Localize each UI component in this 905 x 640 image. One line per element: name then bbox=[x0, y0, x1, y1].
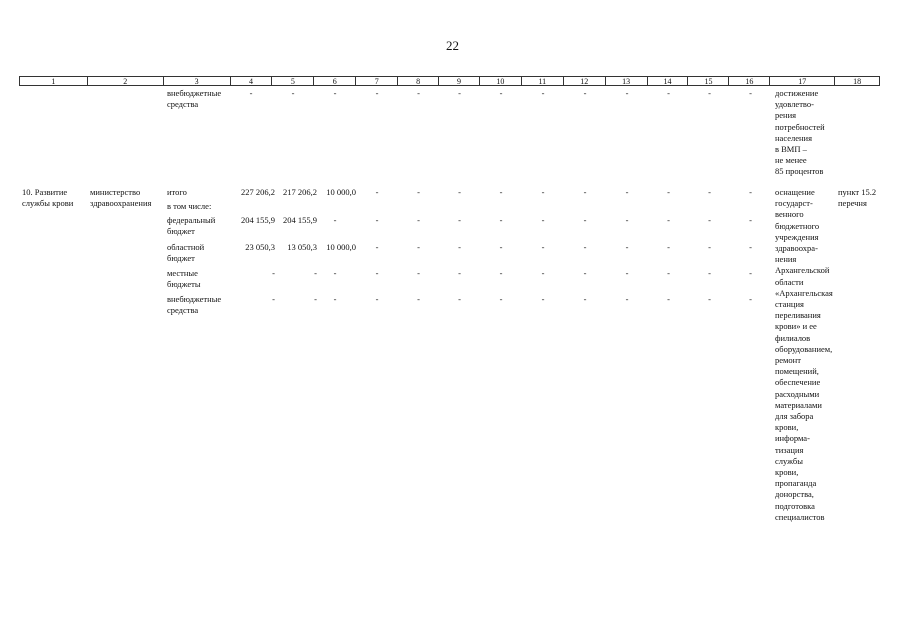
column-header-10: 10 bbox=[480, 77, 522, 85]
continuation-value-col4: - bbox=[249, 88, 253, 98]
row-5-col14: - bbox=[667, 294, 670, 304]
row-2-col12: - bbox=[583, 215, 587, 225]
row-2-col10: - bbox=[499, 215, 503, 225]
section-executor: министерство здравоохранения bbox=[90, 187, 152, 209]
row-5-col12: - bbox=[583, 294, 587, 304]
row-2-col6: - bbox=[333, 215, 337, 225]
row-2-col13: - bbox=[625, 215, 629, 225]
row-0-col4: 227 206,2 bbox=[241, 187, 275, 197]
row-4-col15: - bbox=[708, 268, 711, 278]
row-source-2: федеральный бюджет bbox=[167, 215, 216, 237]
continuation-value-col6: - bbox=[333, 88, 337, 98]
page-number: 22 bbox=[446, 38, 459, 53]
column-header-14: 14 bbox=[648, 77, 689, 85]
row-5-col15: - bbox=[708, 294, 711, 304]
continuation-value-col14: - bbox=[667, 88, 670, 98]
row-4-col4: - bbox=[272, 268, 275, 278]
column-header-11: 11 bbox=[522, 77, 564, 85]
continuation-value-col7: - bbox=[375, 88, 379, 98]
row-5-col10: - bbox=[499, 294, 503, 304]
row-3-col6: 10 000,0 bbox=[326, 242, 356, 252]
row-4-col12: - bbox=[583, 268, 587, 278]
row-0-col15: - bbox=[708, 187, 711, 197]
row-0-col16: - bbox=[749, 187, 752, 197]
row-4-col14: - bbox=[667, 268, 670, 278]
row-0-col10: - bbox=[499, 187, 503, 197]
continuation-value-col12: - bbox=[583, 88, 587, 98]
row-4-col11: - bbox=[541, 268, 545, 278]
continuation-value-col10: - bbox=[499, 88, 503, 98]
row-4-col16: - bbox=[749, 268, 752, 278]
row-2-col4: 204 155,9 bbox=[241, 215, 275, 225]
row-3-col14: - bbox=[667, 242, 670, 252]
column-header-9: 9 bbox=[439, 77, 480, 85]
row-0-col7: - bbox=[375, 187, 379, 197]
column-header-1: 1 bbox=[20, 77, 88, 85]
column-header-8: 8 bbox=[398, 77, 439, 85]
row-2-col7: - bbox=[375, 215, 379, 225]
row-2-col9: - bbox=[458, 215, 461, 225]
row-5-col7: - bbox=[375, 294, 379, 304]
row-2-col5: 204 155,9 bbox=[283, 215, 317, 225]
row-5-col16: - bbox=[749, 294, 752, 304]
row-3-col5: 13 050,3 bbox=[287, 242, 317, 252]
row-2-col14: - bbox=[667, 215, 670, 225]
continuation-value-col15: - bbox=[708, 88, 711, 98]
row-5-col8: - bbox=[417, 294, 420, 304]
section-result: оснащение государст- венного бюджетного учреждения здравоохра- нения Архангельской области «Архангельская станция переливания крови» и ее филиалов оборудованием, ремонт помещений, обеспечение расходными материалами для забора крови, информа- тизация службы крови, пропаганда донорства, подготовка специалистов bbox=[775, 187, 833, 522]
row-0-col12: - bbox=[583, 187, 587, 197]
row-4-col9: - bbox=[458, 268, 461, 278]
column-header-7: 7 bbox=[356, 77, 398, 85]
row-3-col16: - bbox=[749, 242, 752, 252]
section-name: 10. Развитие службы крови bbox=[22, 187, 74, 209]
row-3-col10: - bbox=[499, 242, 503, 252]
row-2-col8: - bbox=[417, 215, 420, 225]
row-3-col8: - bbox=[417, 242, 420, 252]
row-3-col15: - bbox=[708, 242, 711, 252]
row-3-col11: - bbox=[541, 242, 545, 252]
column-header-2: 2 bbox=[88, 77, 164, 85]
column-header-6: 6 bbox=[314, 77, 356, 85]
continuation-source: внебюджетные средства bbox=[167, 88, 222, 110]
column-header-13: 13 bbox=[606, 77, 648, 85]
row-source-1: в том числе: bbox=[167, 201, 212, 211]
column-header-17: 17 bbox=[770, 77, 835, 85]
row-0-col5: 217 206,2 bbox=[283, 187, 317, 197]
row-4-col5: - bbox=[314, 268, 317, 278]
row-3-col9: - bbox=[458, 242, 461, 252]
row-0-col8: - bbox=[417, 187, 420, 197]
continuation-value-col5: - bbox=[291, 88, 295, 98]
row-4-col6: - bbox=[333, 268, 337, 278]
row-2-col11: - bbox=[541, 215, 545, 225]
row-source-4: местные бюджеты bbox=[167, 268, 201, 290]
row-0-col6: 10 000,0 bbox=[326, 187, 356, 197]
row-5-col11: - bbox=[541, 294, 545, 304]
row-source-3: областной бюджет bbox=[167, 242, 205, 264]
row-3-col7: - bbox=[375, 242, 379, 252]
row-5-col6: - bbox=[333, 294, 337, 304]
row-0-col13: - bbox=[625, 187, 629, 197]
column-header-12: 12 bbox=[564, 77, 606, 85]
row-source-5: внебюджетные средства bbox=[167, 294, 222, 316]
row-0-col9: - bbox=[458, 187, 461, 197]
row-4-col7: - bbox=[375, 268, 379, 278]
row-3-col12: - bbox=[583, 242, 587, 252]
continuation-value-col13: - bbox=[625, 88, 629, 98]
column-header-4: 4 bbox=[231, 77, 273, 85]
row-0-col14: - bbox=[667, 187, 670, 197]
row-4-col10: - bbox=[499, 268, 503, 278]
continuation-value-col9: - bbox=[458, 88, 461, 98]
row-3-col4: 23 050,3 bbox=[245, 242, 275, 252]
continuation-result: достижение удовлетво- рения потребностей населения в ВМП – не менее 85 процентов bbox=[775, 88, 825, 177]
row-5-col4: - bbox=[272, 294, 275, 304]
row-3-col13: - bbox=[625, 242, 629, 252]
continuation-value-col16: - bbox=[749, 88, 752, 98]
section-reference: пункт 15.2 перечня bbox=[838, 187, 877, 209]
column-header-18: 18 bbox=[853, 77, 862, 86]
row-5-col13: - bbox=[625, 294, 629, 304]
column-header-16: 16 bbox=[729, 77, 770, 85]
row-source-0: итого bbox=[167, 187, 187, 197]
row-0-col11: - bbox=[541, 187, 545, 197]
column-header-3: 3 bbox=[164, 77, 231, 85]
column-header-5: 5 bbox=[272, 77, 314, 85]
column-header-15: 15 bbox=[688, 77, 729, 85]
row-5-col5: - bbox=[314, 294, 317, 304]
row-2-col16: - bbox=[749, 215, 752, 225]
continuation-value-col11: - bbox=[541, 88, 545, 98]
continuation-value-col8: - bbox=[417, 88, 420, 98]
table-column-header-row bbox=[19, 76, 880, 86]
row-5-col9: - bbox=[458, 294, 461, 304]
row-2-col15: - bbox=[708, 215, 711, 225]
row-4-col8: - bbox=[417, 268, 420, 278]
row-4-col13: - bbox=[625, 268, 629, 278]
